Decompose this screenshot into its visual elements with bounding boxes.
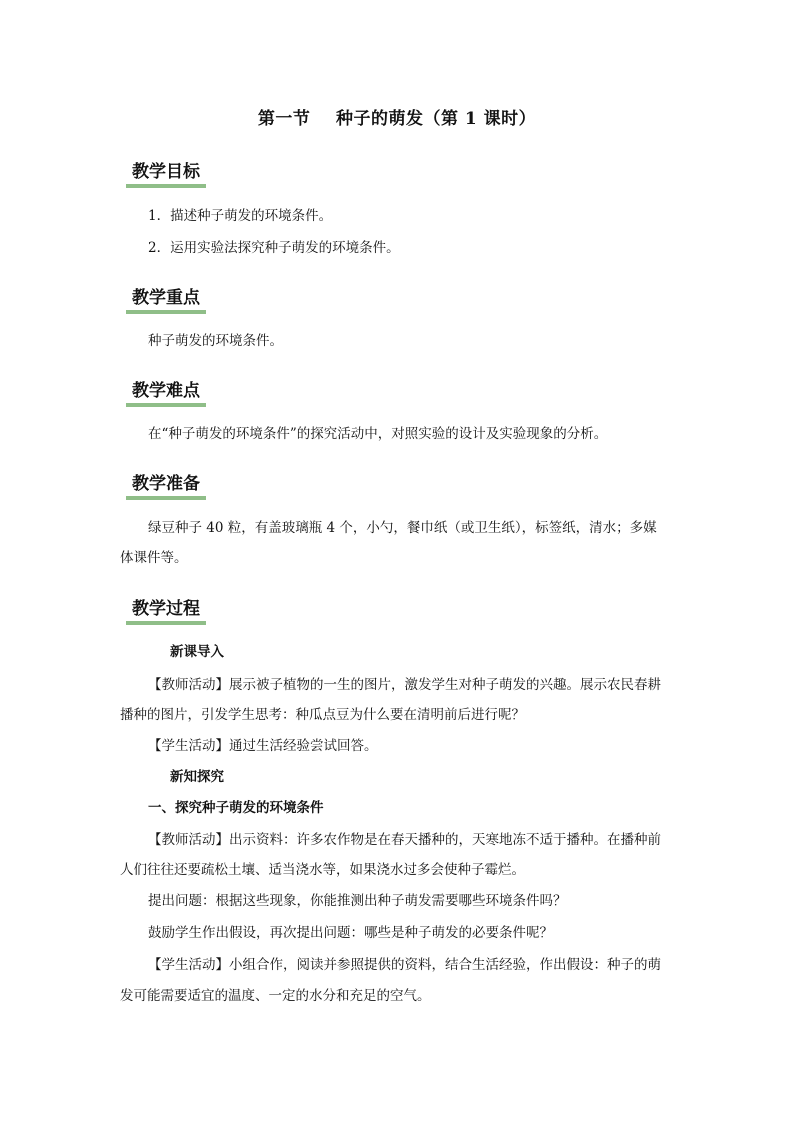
explore-teacher-line-1: 【教师活动】出示资料：许多农作物是在春天播种的，天寒地冻不适于播种。在播种前 bbox=[148, 832, 661, 848]
difficulties-text: 在“种子萌发的环境条件”的探究活动中，对照实验的设计及实验现象的分析。 bbox=[148, 426, 608, 442]
intro-teacher-line-1: 【教师活动】展示被子植物的一生的图片，激发学生对种子萌发的兴趣。展示农民春耕 bbox=[148, 677, 661, 693]
explore-title: 新知探究 bbox=[170, 769, 224, 785]
explore-subtitle: 一、探究种子萌发的环境条件 bbox=[148, 800, 324, 816]
preparation-line-2: 体课件等。 bbox=[120, 550, 188, 566]
intro-student: 【学生活动】通过生活经验尝试回答。 bbox=[148, 738, 378, 754]
heading-preparation: 教学准备 bbox=[130, 472, 202, 500]
objective-item-1: 1．描述种子萌发的环境条件。 bbox=[148, 208, 333, 224]
page-title: 第一节 种子的萌发（第 1 课时） bbox=[257, 109, 537, 129]
heading-difficulties: 教学难点 bbox=[130, 379, 202, 407]
question-1: 提出问题：根据这些现象，你能推测出种子萌发需要哪些环境条件吗？ bbox=[148, 893, 567, 909]
explore-student-line-1: 【学生活动】小组合作，阅读并参照提供的资料，结合生活经验，作出假设：种子的萌 bbox=[148, 957, 661, 973]
heading-objectives: 教学目标 bbox=[130, 160, 202, 188]
question-2: 鼓励学生作出假设，再次提出问题：哪些是种子萌发的必要条件呢？ bbox=[148, 925, 553, 941]
key-points-text: 种子萌发的环境条件。 bbox=[148, 333, 283, 349]
explore-teacher-line-2: 人们往往还要疏松土壤、适当浇水等，如果浇水过多会使种子霉烂。 bbox=[120, 862, 525, 878]
explore-student-line-2: 发可能需要适宜的温度、一定的水分和充足的空气。 bbox=[120, 988, 431, 1004]
heading-key-points: 教学重点 bbox=[130, 286, 202, 314]
objective-item-2: 2．运用实验法探究种子萌发的环境条件。 bbox=[148, 240, 400, 256]
intro-teacher-line-2: 播种的图片，引发学生思考：种瓜点豆为什么要在清明前后进行呢？ bbox=[120, 707, 525, 723]
heading-process: 教学过程 bbox=[130, 597, 202, 625]
intro-title: 新课导入 bbox=[170, 644, 224, 660]
preparation-line-1: 绿豆种子 40 粒，有盖玻璃瓶 4 个，小勺，餐巾纸（或卫生纸），标签纸，清水；多媒 bbox=[148, 520, 657, 536]
